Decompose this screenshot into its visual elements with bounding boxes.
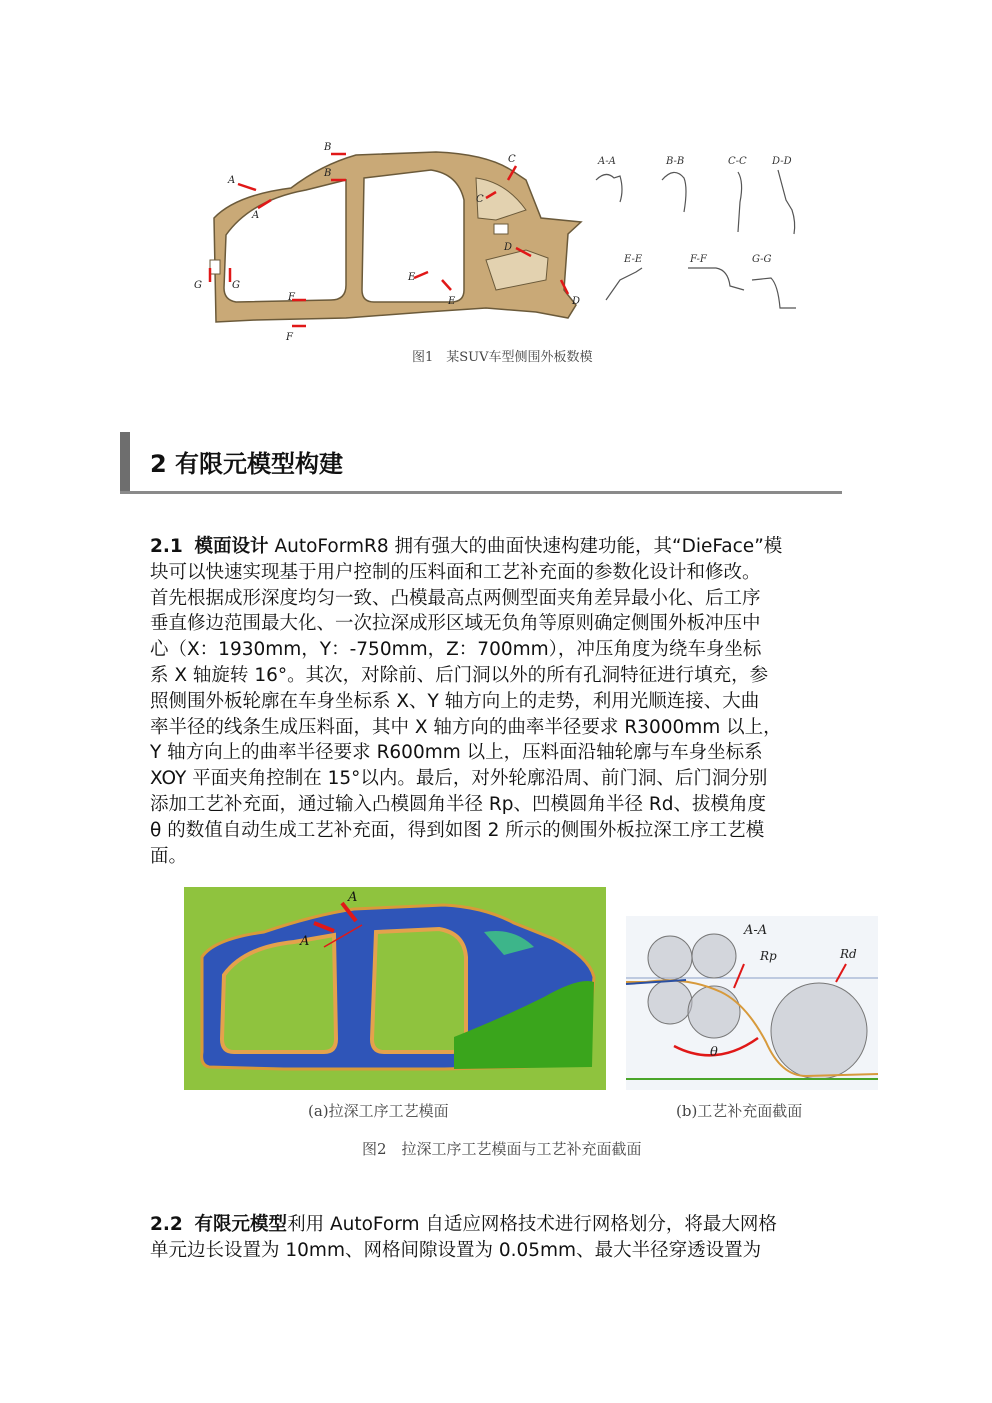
svg-text:E: E [448, 296, 456, 307]
svg-text:C: C [508, 154, 516, 165]
subsection-number: 2.2 [150, 1214, 183, 1235]
paragraph-line: 率半径的线条生成压料面，其中 X 轴方向的曲率半径要求 R3000mm 以上， [150, 716, 782, 738]
section-curves [596, 170, 796, 308]
svg-text:F-F: F-F [690, 254, 707, 265]
svg-text:C: C [476, 194, 484, 205]
subsection-title: 模面设计 [194, 536, 269, 557]
paragraph-line: 心（X：1930mm，Y：-750mm，Z：700mm），冲压角度为绕车身坐标 [150, 639, 762, 661]
svg-text:A: A [252, 210, 260, 221]
figure-2a-die-face [184, 887, 606, 1090]
marker-a-top: A [348, 890, 358, 905]
paragraph-line: 单元边长设置为 10mm、网格间隙设置为 0.05mm、最大半径穿透设置为 [150, 1239, 762, 1261]
rear-door-opening [372, 929, 466, 1052]
svg-text:D: D [572, 296, 581, 307]
svg-text:D-D: D-D [772, 156, 792, 167]
svg-text:G: G [194, 280, 202, 291]
rp-label: Rp [760, 949, 777, 963]
section-heading-text: 2 有限元模型构建 [150, 450, 344, 478]
paragraph-line: Y 轴方向上的曲率半径要求 R600mm 以上，压料面沿轴轮廓与车身坐标系 [150, 742, 763, 764]
svg-text:F: F [288, 292, 295, 303]
paragraph-line: 首先根据成形深度均匀一致、凸模最高点两侧型面夹角差异最小化、后工序 [150, 587, 761, 609]
paragraph-line-text: AutoFormR8 拥有强大的曲面快速构建功能，其“DieFace”模 [268, 536, 783, 557]
heading-accent-bar [120, 432, 130, 491]
paragraph-line: 面。 [150, 845, 188, 867]
subsection-title: 有限元模型 [194, 1214, 288, 1235]
paragraph-line [150, 1212, 850, 1238]
theta-label: θ [710, 1045, 718, 1060]
svg-text:A-A: A-A [598, 156, 616, 167]
svg-text:D: D [504, 242, 513, 253]
svg-text:B: B [324, 168, 332, 179]
figure-2b-section [626, 916, 878, 1090]
side-panel-drawing [210, 152, 581, 322]
paragraph-line: XOY 平面夹角控制在 15°以内。最后，对外轮廓沿周、前门洞、后门洞分别 [150, 768, 768, 790]
section-heading [120, 432, 842, 494]
paragraph-line: 块可以快速实现基于用户控制的压料面和工艺补充面的参数化设计和修改。 [150, 561, 761, 583]
svg-text:E: E [408, 272, 416, 283]
figure-1-caption: 图1 某SUV车型侧围外板数模 [412, 350, 593, 365]
rd-label: Rd [840, 947, 857, 961]
svg-text:B-B: B-B [666, 156, 685, 167]
figure-1 [196, 140, 796, 345]
paragraph-line: 垂直修边范围最大化、一次拉深成形区域无负角等原则确定侧围外板冲压中 [150, 613, 761, 635]
paragraph-line: 添加工艺补充面，通过输入凸模圆角半径 Rp、凹模圆角半径 Rd、拔模角度 [150, 793, 766, 815]
svg-text:G: G [232, 280, 240, 291]
paragraph-line-text: 利用 AutoForm 自适应网格技术进行网格划分，将最大网格 [287, 1214, 777, 1235]
section-title: A-A [744, 923, 768, 938]
svg-text:A: A [228, 175, 236, 186]
subsection-number: 2.1 [150, 536, 183, 557]
paragraph-line: θ 的数值自动生成工艺补充面，得到如图 2 所示的侧围外板拉深工序工艺模 [150, 819, 765, 841]
paragraph-line: 系 X 轴旋转 16°。其次，对除前、后门洞以外的所有孔洞特征进行填充，参 [150, 664, 769, 686]
paragraph-line [150, 534, 850, 560]
paragraph-2-1 [150, 534, 850, 869]
svg-text:F: F [286, 332, 293, 343]
marker-a-left: A [300, 934, 310, 949]
svg-text:C-C: C-C [728, 156, 747, 167]
svg-text:E-E: E-E [624, 254, 643, 265]
figure-2-caption: 图2 拉深工序工艺模面与工艺补充面截面 [362, 1140, 642, 1158]
paragraph-line: 照侧围外板轮廓在车身坐标系 X、Y 轴方向上的走势，利用光顺连接、大曲 [150, 690, 760, 712]
figure-2a-caption: (a)拉深工序工艺模面 [308, 1102, 449, 1120]
figure-2b-caption: (b)工艺补充面截面 [676, 1102, 803, 1120]
section-labels [597, 156, 792, 265]
paragraph-2-2 [150, 1212, 850, 1264]
svg-text:B: B [324, 142, 332, 153]
svg-text:G-G: G-G [752, 254, 772, 265]
